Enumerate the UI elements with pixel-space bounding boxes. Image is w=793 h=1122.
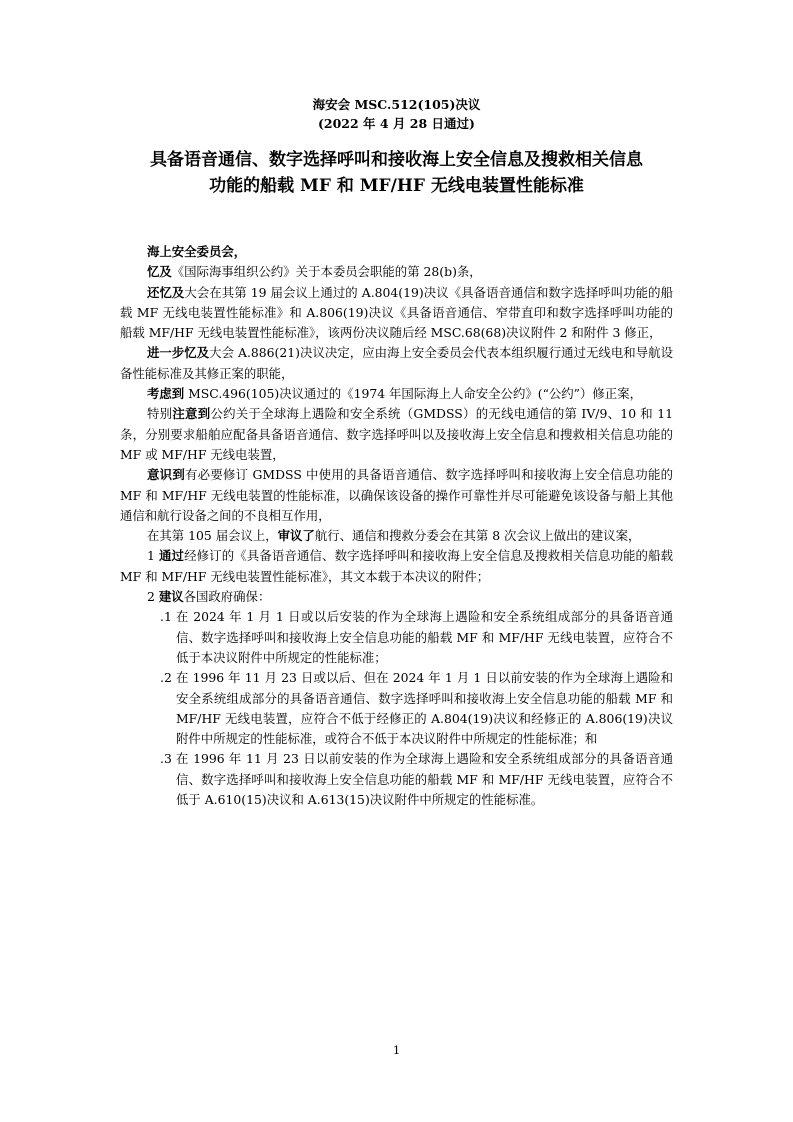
bold-lead: 进一步忆及 — [147, 345, 210, 361]
bold-lead: 考虑到 — [147, 386, 185, 402]
paragraph-text: 航行、通信和搜救分委会在其第 8 次会议上做出的建议案， — [314, 528, 641, 544]
subparagraph-text: 在 2024 年 1 月 1 日或以后安装的作为全球海上遇险和安全系统组成部分的具备语音通信、数字选择呼叫和接收海上安全信息功能的船载 MF 和 MF/HF 无线电装置，应符合不低于本决议附件中所规定的性能标准； — [176, 609, 673, 665]
preamble-committee — [120, 242, 673, 262]
subparagraph — [120, 749, 673, 810]
page-number: 1 — [392, 1043, 401, 1057]
bold-lead: 通过 — [158, 548, 185, 564]
bold-lead: 忆及 — [147, 264, 172, 280]
paragraph-text: 大会在其第 19 届会议上通过的 A.804(19)决议《具备语音通信和数字选择呼叫功能的船载 MF 无线电装置性能标准》和 A.806(19)决议《具备语音通信、窄带直印和数字选择呼叫功能的船载 MF/HF 无线电装置性能标准》，该两份决议随后经 MSC.68(68)决议附件 2 和附件 3 修正， — [120, 284, 673, 341]
subparagraph — [120, 607, 673, 668]
preamble-having-considered — [120, 526, 673, 546]
subparagraph-number: .3 — [160, 751, 172, 767]
preamble-considering — [120, 384, 673, 404]
paragraph-text: 有必要修订 GMDSS 中使用的具备语音通信、数字选择呼叫和接收海上安全信息功能的 MF 和 MF/HF 无线电装置的性能标准，以确保该设备的操作可靠性并尽可能避免该设备与船上其他通信和航行设备之间的不良相互作用， — [120, 467, 674, 523]
resolution-number: 海安会 MSC.512(105)决议 — [312, 97, 481, 112]
preamble-recalling — [120, 262, 673, 282]
bold-lead: 建议 — [158, 589, 184, 605]
paragraph-number: 1 — [147, 548, 159, 564]
paragraph-number: 2 — [147, 589, 159, 605]
subparagraph — [120, 668, 673, 749]
resolution-body — [120, 242, 673, 810]
paragraph-text: 各国政府确保： — [183, 589, 271, 605]
paragraph-text: 《国际海事组织公约》关于本委员会职能的第 28(b)条， — [171, 264, 482, 280]
subparagraph-text: 在 1996 年 11 月 23 日或以后、但在 2024 年 1 月 1 日以前安装的作为全球海上遇险和安全系统组成部分的具备语音通信、数字选择呼叫和接收海上安全信息功能的船载 MF 和 MF/HF 无线电装置，应符合不低于经修正的 A.804(19)决议和经修正的 A.806(19)决议附件中所规定的性能标准，或符合不低于本决议附件中所规定的性能标准；和 — [176, 670, 673, 747]
preamble-recognizing — [120, 465, 673, 526]
subparagraph-number: .2 — [160, 670, 172, 686]
paragraph-prefix: 在其第 105 届会议上， — [147, 528, 278, 544]
preamble-recalling-further — [120, 343, 673, 384]
operative-recommends — [120, 587, 673, 607]
paragraph-text: 经修订的《具备语音通信、数字选择呼叫和接收海上安全信息及搜救相关信息功能的船载 MF 和 MF/HF 无线电装置性能标准》，其文本载于本决议的附件； — [120, 548, 674, 584]
paragraph-text: 公约关于全球海上遇险和安全系统（GMDSS）的无线电通信的第 IV/9、10 和 11 条，分别要求船舶应配备具备语音通信、数字选择呼叫以及接收海上安全信息和搜救相关信息功能的 MF 或 MF/HF 无线电装置， — [120, 406, 673, 462]
preamble-noting — [120, 404, 673, 465]
preamble-recalling-also — [120, 283, 673, 344]
bold-lead: 还忆及 — [147, 284, 185, 300]
paragraph-text: 大会 A.886(21)决议决定，应由海上安全委员会代表本组织履行通过无线电和导航设备性能标准及其修正案的职能， — [120, 345, 673, 381]
bold-lead: 注意到 — [172, 406, 211, 422]
bold-lead: 意识到 — [147, 467, 185, 483]
adoption-date: (2022 年 4 月 28 日通过) — [318, 116, 475, 131]
subparagraph-number: .1 — [160, 609, 172, 625]
subparagraph-text: 在 1996 年 11 月 23 日以前安装的作为全球海上遇险和安全系统组成部分的具备语音通信、数字选择呼叫和接收海上安全信息功能的船载 MF 和 MF/HF 无线电装置，应符合不低于 A.610(15)决议和 A.613(15)决议附件中所规定的性能标准。 — [176, 751, 673, 808]
document-title-line-2: 功能的船载 MF 和 MF/HF 无线电装置性能标准 — [209, 176, 584, 196]
operative-adopts — [120, 546, 673, 587]
document-title-line-1: 具备语音通信、数字选择呼叫和接收海上安全信息及搜救相关信息 — [150, 150, 643, 170]
bold-lead: 审议了 — [277, 528, 315, 544]
paragraph-prefix: 特别 — [147, 406, 173, 422]
paragraph-text: MSC.496(105)决议通过的《1974 年国际海上人命安全公约》(“公约”）修正案， — [184, 386, 642, 402]
bold-lead: 海上安全委员会， — [147, 244, 247, 259]
